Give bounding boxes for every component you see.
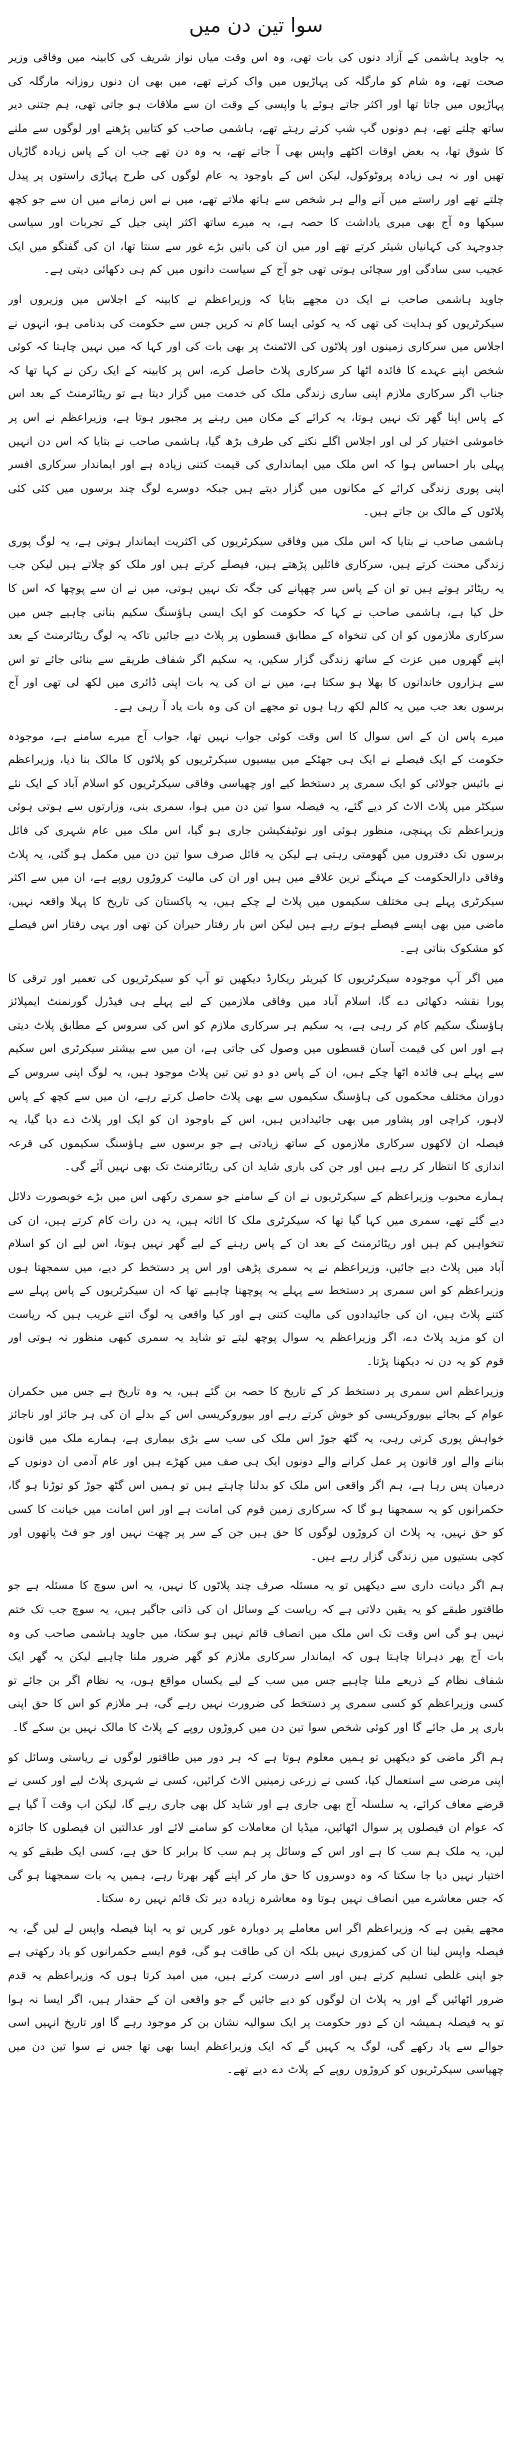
paragraph: جاوید ہاشمی صاحب نے ایک دن مجھے بتایا کہ وزیراعظم نے کابینہ کے اجلاس میں وزیروں اور سیکرٹریوں کو ہدایت کی تھی کہ یہ کوئی ایسا کام نہ کریں جس سے حکومت کی بدنامی ہو، انہوں نے اجلاس میں سرکاری زمینوں اور پلاٹوں کی الاٹمنٹ پر بھی بات کی اور کہا کہ میں نہیں چاہتا کہ کوئی شخص اپنے عہدے کا فائدہ اٹھا کر سرکاری پلاٹ حاصل کرے، اس پر کابینہ کے ایک رکن نے کہا تھا کہ جناب اگر سرکاری ملازم اپنی ساری زندگی ملک کی خدمت میں گزار دیتا ہے تو ریٹائرمنٹ کے بعد اس کے پاس اپنا گھر تک نہیں ہوتا، یہ کرائے کے مکان میں رہنے پر مجبور ہوتا ہے، وزیراعظم نے اس پر خاموشی اختیار کر لی اور اجلاس اگلے نکتے کی طرف بڑھ گیا، ہاشمی صاحب نے بتایا کہ اس دن انہیں پہلی بار احساس ہوا کہ اس ملک میں ایمانداری کی قیمت کتنی زیادہ ہے اور ایماندار سرکاری افسر اپنی پوری زندگی کرائے کے مکانوں میں گزار دیتے ہیں جبکہ دوسرے لوگ چند برسوں میں کئی کئی پلاٹوں کے مالک بن جاتے ہیں۔ [8,292,504,519]
column-title: سوا تین دن میں [188,13,324,37]
column-body [8,46,504,2448]
paragraph: ہم اگر دیانت داری سے دیکھیں تو یہ مسئلہ صرف چند پلاٹوں کا نہیں، یہ اس سوچ کا مسئلہ ہے جو طاقتور طبقے کو یہ یقین دلاتی ہے کہ ریاست کے وسائل ان کی ذاتی جاگیر ہیں، یہ سوچ جب تک ختم نہیں ہو گی اس وقت تک اس ملک میں انصاف قائم نہیں ہو سکتا، میں جاوید ہاشمی صاحب کی وہ بات آج پھر دہرانا چاہتا ہوں کہ ایماندار سرکاری ملازم کو گھر ضرور ملنا چاہیے لیکن یہ گھر ایک شفاف نظام کے ذریعے ملنا چاہیے جس میں سب کے لیے یکساں مواقع ہوں، یہ نظام اگر بن جائے تو کسی وزیراعظم کو کسی سمری پر دستخط کی ضرورت نہیں رہے گی، ہر ملازم کو اس کا حق اپنی باری پر مل جائے گا اور کوئی شخص سوا تین دن میں کروڑوں روپے کے پلاٹ کا مالک نہیں بن سکے گا۔ [8,1579,504,1734]
paragraph: مجھے یقین ہے کہ وزیراعظم اگر اس معاملے پر دوبارہ غور کریں تو یہ اپنا فیصلہ واپس لے لیں گے، یہ فیصلہ واپس لینا ان کی کمزوری نہیں بلکہ ان کی طاقت ہو گی، قوم ایسے حکمرانوں کو یاد رکھتی ہے جو اپنی غلطی تسلیم کرتے ہیں اور اسے درست کرتے ہیں، میں امید کرتا ہوں کہ وزیراعظم یہ قدم ضرور اٹھائیں گے اور یہ پلاٹ ان لوگوں کو دیے جائیں گے جو واقعی ان کے حقدار ہیں، اگر ایسا نہ ہوا تو یہ فیصلہ ہمیشہ ان کے دور حکومت پر ایک سوالیہ نشان بن کر موجود رہے گا اور تاریخ انہیں اسی حوالے سے یاد رکھے گی، لوگ یہ کہیں گے کہ ایک وزیراعظم ایسا بھی تھا جس نے سوا تین دن میں چھیاسی سیکرٹریوں کو کروڑوں روپے کے پلاٹ دے دیے تھے۔ [8,1921,504,2077]
paragraph: ہم اگر ماضی کو دیکھیں تو ہمیں معلوم ہوتا ہے کہ ہر دور میں طاقتور لوگوں نے ریاستی وسائل کو اپنی مرضی سے استعمال کیا، کسی نے زرعی زمینیں الاٹ کرائیں، کسی نے شہری پلاٹ لیے اور کسی نے قرضے معاف کرائے، یہ سلسلہ آج بھی جاری ہے اور شاید کل بھی جاری رہے گا، لیکن اب وقت آ گیا ہے کہ عوام ان فیصلوں پر سوال اٹھائیں، میڈیا ان معاملات کو سامنے لائے اور عدالتیں ان فیصلوں کا جائزہ لیں، یہ ملک ہم سب کا ہے اور اس کے وسائل پر ہم سب کا برابر کا حق ہے، کسی ایک طبقے کو یہ اختیار نہیں دیا جا سکتا کہ وہ دوسروں کا حق مار کر اپنے گھر بھرتا رہے، ہمیں یہ بات سمجھنا ہو گی کہ جس معاشرے میں انصاف نہیں ہوتا وہ معاشرہ زیادہ دیر تک قائم نہیں رہ سکتا۔ [8,1750,504,1906]
paragraph: یہ جاوید ہاشمی کے آزاد دنوں کی بات تھی، وہ اس وقت میاں نواز شریف کی کابینہ میں وفاقی وزیر صحت تھے، وہ شام کو مارگلہ کی پہاڑیوں میں واک کرتے تھے، میں بھی ان دنوں روزانہ مارگلہ کی پہاڑیوں میں جاتا تھا اور اکثر جاتے ہوئے یا واپسی کے وقت ان سے ملاقات ہو جاتی تھی، ہم جتنی دیر ساتھ چلتے تھے، ہم دونوں گپ شپ کرتے رہتے تھے، ہاشمی صاحب کو کتابیں پڑھنے اور لوگوں سے ملنے کا شوق تھا، یہ بعض اوقات اکٹھے واپس بھی آ جاتے تھے، یہ وہ دن تھے جب ان کے پاس زیادہ گاڑیاں تھیں اور نہ ہی زیادہ پروٹوکول، لیکن اس کے باوجود یہ عام لوگوں کی طرح پہاڑی راستوں پر پیدل چلتے تھے اور راستے میں آنے والے ہر شخص سے ہاتھ ملاتے تھے، میں نے اس زمانے میں ان سے جو کچھ سیکھا وہ آج بھی میری یاداشت کا حصہ ہے، یہ میرے ساتھ اکثر اپنی جیل کے تجربات اور سیاسی جدوجہد کی کہانیاں شیئر کرتے تھے اور میں ان کی باتیں بڑے غور سے سنتا تھا، ان کی گفتگو میں ایک عجیب سی سادگی اور سچائی ہوتی تھی جو آج کے سیاست دانوں میں کم ہی دکھائی دیتی ہے۔ [8,51,504,277]
paragraph: میں اگر آپ موجودہ سیکرٹریوں کا کیریئر ریکارڈ دیکھیں تو آپ کو سیکرٹریوں کی تعمیر اور ترقی کا پورا نقشہ دکھائی دے گا، اسلام آباد میں وفاقی ملازمین کے لیے پہلے ہی فیڈرل گورنمنٹ ایمپلائز ہاؤسنگ سکیم کام کر رہی ہے، یہ سکیم ہر سرکاری ملازم کو اس کی سروس کے مطابق پلاٹ دیتی ہے اور اس کی قیمت آسان قسطوں میں وصول کی جاتی ہے، ان میں سے بیشتر سیکرٹری اس سکیم سے پہلے ہی فائدہ اٹھا چکے ہیں، ان کے پاس دو دو تین تین پلاٹ موجود ہیں، یہ لوگ اپنی سروس کے دوران مختلف محکموں کی ہاؤسنگ سکیموں سے بھی پلاٹ حاصل کرتے رہے، ان میں سے کچھ کے پاس لاہور، کراچی اور پشاور میں بھی جائیدادیں ہیں، اس کے باوجود ان کو ایک اور پلاٹ دے دیا گیا، یہ فیصلہ ان لاکھوں سرکاری ملازموں کے ساتھ زیادتی ہے جو برسوں سے ہاؤسنگ سکیموں کی قرعہ اندازی کا انتظار کر رہے ہیں اور جن کی باری شاید ان کی ریٹائرمنٹ تک بھی نہیں آئے گی۔ [8,971,504,1174]
paragraph: وزیراعظم اس سمری پر دستخط کر کے تاریخ کا حصہ بن گئے ہیں، یہ وہ تاریخ ہے جس میں حکمران عوام کے بجائے بیوروکریسی کو خوش کرتے رہے اور بیوروکریسی اس کے بدلے ان کی ہر جائز اور ناجائز خواہش پوری کرتی رہی، یہ گٹھ جوڑ اس ملک کی سب سے بڑی بیماری ہے، ہمارے ملک میں قانون بنانے والے اور قانون پر عمل کرانے والے دونوں ایک ہی صف میں کھڑے ہیں اور عام آدمی ان دونوں کے درمیان پس رہا ہے، ہم اگر واقعی اس ملک کو بدلنا چاہتے ہیں تو ہمیں اس گٹھ جوڑ کو توڑنا ہو گا، حکمرانوں کو یہ سمجھنا ہو گا کہ سرکاری زمین قوم کی امانت ہے اور اس امانت میں خیانت کا کسی کو حق نہیں، یہ پلاٹ ان کروڑوں لوگوں کا حق ہیں جن کے سر پر چھت نہیں اور جو فٹ پاتھوں اور کچی بستیوں میں زندگی گزار رہے ہیں۔ [8,1384,504,1563]
paragraph: ہمارے محبوب وزیراعظم کے سیکرٹریوں نے ان کے سامنے جو سمری رکھی اس میں بڑے خوبصورت دلائل دیے گئے تھے، سمری میں کہا گیا تھا کہ سیکرٹری ملک کا اثاثہ ہیں، یہ دن رات کام کرتے ہیں، ان کی تنخواہیں کم ہیں اور ریٹائرمنٹ کے بعد ان کے پاس رہنے کے لیے گھر نہیں ہوتا، اس لیے ان کو اسلام آباد میں پلاٹ دیے جائیں، وزیراعظم نے یہ سمری پڑھی اور اس پر دستخط کر دیے، میں سمجھتا ہوں وزیراعظم کو اس سمری پر دستخط سے پہلے یہ پوچھنا چاہیے تھا کہ ان سیکرٹریوں کے پاس پہلے سے کتنے پلاٹ ہیں، ان کی جائیدادوں کی مالیت کتنی ہے اور کیا واقعی یہ لوگ اتنے غریب ہیں کہ ریاست ان کو مزید پلاٹ دے، اگر وزیراعظم یہ سوال پوچھ لیتے تو شاید یہ سمری کبھی منظور نہ ہوتی اور قوم کو یہ دن نہ دیکھنا پڑتا۔ [8,1189,504,1369]
paragraph: ہاشمی صاحب نے بتایا کہ اس ملک میں وفاقی سیکرٹریوں کی اکثریت ایماندار ہوتی ہے، یہ لوگ پوری زندگی محنت کرتے ہیں، سرکاری فائلیں پڑھتے ہیں، فیصلے کرتے ہیں اور ملک کو چلاتے ہیں لیکن جب یہ ریٹائر ہوتے ہیں تو ان کے پاس سر چھپانے کی جگہ تک نہیں ہوتی، میں نے ان سے پوچھا کہ اس کا حل کیا ہے، ہاشمی صاحب نے کہا کہ حکومت کو ایک ایسی ہاؤسنگ سکیم بنانی چاہیے جس میں سرکاری ملازموں کو ان کی تنخواہ کے مطابق قسطوں پر پلاٹ دیے جائیں تاکہ یہ لوگ ریٹائرمنٹ کے بعد اپنے گھروں میں عزت کے ساتھ زندگی گزار سکیں، یہ سکیم اگر شفاف طریقے سے بنائی جائے تو اس سے ہزاروں خاندانوں کا بھلا ہو سکتا ہے، میں نے ان کی یہ بات اپنی ڈائری میں لکھ لی تھی اور آج برسوں بعد جب میں یہ کالم لکھ رہا ہوں تو مجھے ان کی وہ بات یاد آ رہی ہے۔ [8,534,504,714]
paragraph: میرے پاس ان کے اس سوال کا اس وقت کوئی جواب نہیں تھا، جواب آج میرے سامنے ہے، موجودہ حکومت کے ایک فیصلے نے ایک ہی جھٹکے میں بیسیوں سیکرٹریوں کو پلاٹوں کا مالک بنا دیا، وزیراعظم نے بائیس جولائی کو ایک سمری پر دستخط کیے اور چھیاسی وفاقی سیکرٹریوں کو اسلام آباد کے ایک نئے سیکٹر میں پلاٹ الاٹ کر دیے گئے، یہ فیصلہ سوا تین دن میں ہوا، سمری بنی، وزارتوں سے ہوتی ہوئی وزیراعظم تک پہنچی، منظور ہوئی اور نوٹیفکیشن جاری ہو گیا، اس ملک میں عام شہری کی فائل برسوں تک دفتروں میں گھومتی رہتی ہے لیکن یہ فائل صرف سوا تین دن میں مکمل ہو گئی، یہ پلاٹ وفاقی دارالحکومت کے مہنگے ترین علاقے میں ہیں اور ان کی مالیت کروڑوں روپے ہے، ان میں سے اکثر سیکرٹری پہلے ہی مختلف سکیموں میں پلاٹ لے چکے ہیں، یہ پاکستان کی تاریخ کا پہلا واقعہ نہیں، ماضی میں بھی ایسے فیصلے ہوتے رہے ہیں لیکن اس بار رفتار حیران کن تھی اور یہی رفتار اس فیصلے کو مشکوک بناتی ہے۔ [8,729,504,955]
